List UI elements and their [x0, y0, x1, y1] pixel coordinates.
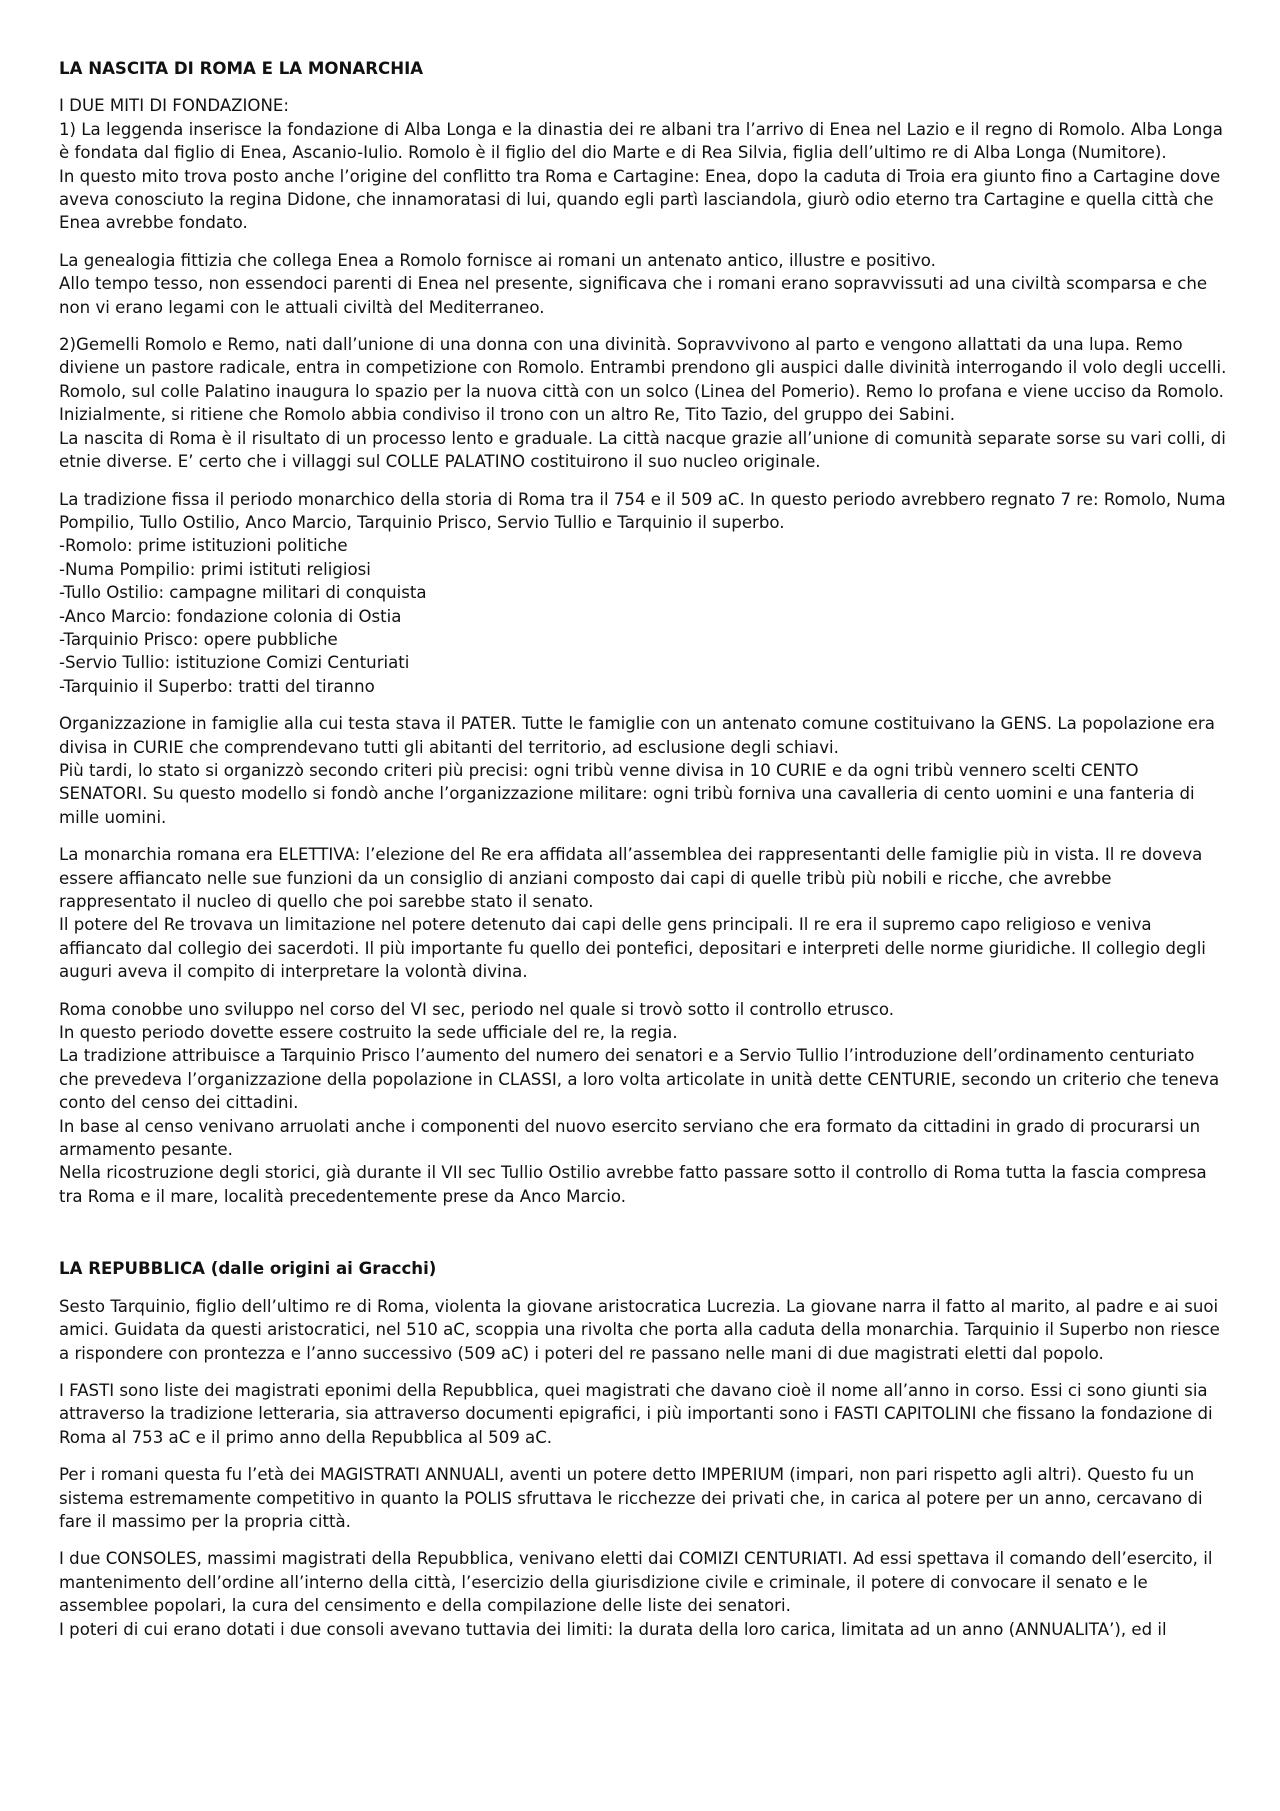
list-item: -Anco Marcio: fondazione colonia di Ostia [59, 606, 402, 626]
text-line: I poteri di cui erano dotati i due consoli avevano tuttavia dei limiti: la durata della loro carica, limitata ad un anno (ANNUALITA’), ed il [59, 1619, 1167, 1639]
text-line: Più tardi, lo stato si organizzò secondo criteri più precisi: ogni tribù venne divisa in 10 CURIE e da ogni tribù vennero scelti CENTO SENATORI. Su questo modello si fondò anche l’organizzazione militare: ogni tribù forniva una cavalleria di cento uomini e una fanteria di mille uomini. [59, 760, 1195, 827]
text-line: 1) La leggenda inserisce la fondazione di Alba Longa e la dinastia dei re albani tra l’arrivo di Enea nel Lazio e il regno di Romolo. Alba Longa è fondata dal figlio di Enea, Ascanio-Iulio. Romolo è il figlio del dio Marte e di Rea Silvia, figlia dell’ultimo re di Alba Longa (Numitore). [59, 119, 1223, 163]
text-line: La genealogia fittizia che collega Enea a Romolo fornisce ai romani un antenato antico, illustre e positivo. [59, 250, 936, 270]
text-line: La tradizione fissa il periodo monarchico della storia di Roma tra il 754 e il 509 aC. In questo periodo avrebbero regnato 7 re: Romolo, Numa Pompilio, Tullo Ostilio, Anco Marcio, Tarquinio Prisco, Servio Tullio e Tarquinio il superbo. [59, 489, 1226, 532]
text-line: In questo mito trova posto anche l’origine del conflitto tra Roma e Cartagine: Enea, dopo la caduta di Troia era giunto fino a Cartagine dove aveva conosciuto la regina Didone, che innamoratasi di lui, quando egli partì lasciandola, giurò odio eterno tra Cartagine e quella città che Enea avrebbe fondato. [59, 166, 1221, 233]
paragraph [59, 94, 1229, 234]
paragraph [59, 1547, 1229, 1641]
paragraph [59, 249, 1229, 319]
text-line: La nascita di Roma è il risultato di un processo lento e graduale. La città nacque grazie all’unione di comunità separate sorse su vari colli, di etnie diverse. E’ certo che i villaggi sul COLLE PALATINO costituirono il suo nucleo originale. [59, 428, 1226, 472]
paragraph [59, 712, 1229, 829]
list-item: -Tarquinio il Superbo: tratti del tiranno [59, 676, 375, 696]
list-item: -Servio Tullio: istituzione Comizi Centuriati [59, 653, 410, 673]
text-line: Organizzazione in famiglie alla cui testa stava il PATER. Tutte le famiglie con un antenato comune costituivano la GENS. La popolazione era divisa in CURIE che comprendevano tutti gli abitanti del territorio, ad esclusione degli schiavi. [59, 714, 1215, 757]
paragraph [59, 1295, 1229, 1365]
text-line: La tradizione attribuisce a Tarquinio Prisco l’aumento del numero dei senatori e a Servio Tullio l’introduzione dell’ordinamento centuriato che prevedeva l’organizzazione della popolazione in CLASSI, a loro volta articolate in unità dette CENTURIE, secondo un criterio che teneva conto del censo dei cittadini. [59, 1046, 1220, 1113]
section-monarchia [59, 57, 1229, 1208]
section-title: LA NASCITA DI ROMA E LA MONARCHIA [59, 59, 424, 78]
list-item: -Romolo: prime istituzioni politiche [59, 536, 348, 556]
text-line: Sesto Tarquinio, figlio dell’ultimo re di Roma, violenta la giovane aristocratica Lucrezia. La giovane narra il fatto al marito, al padre e ai suoi amici. Guidata da questi aristocratici, nel 510 aC, scoppia una rivolta che porta alla caduta della monarchia. Tarquinio il Superbo non riesce a rispondere con prontezza e l’anno successivo (509 aC) i poteri del re passano nelle mani di due magistrati eletti dal popolo. [59, 1296, 1220, 1363]
paragraph [59, 1379, 1229, 1449]
paragraph [59, 998, 1229, 1209]
text-line: Nella ricostruzione degli storici, già durante il VII sec Tullio Ostilio avrebbe fatto passare sotto il controllo di Roma tutta la fascia compresa tra Roma e il mare, località precedentemente prese da Anco Marcio. [59, 1163, 1207, 1206]
paragraph [59, 488, 1229, 699]
paragraph [59, 843, 1229, 983]
text-line: Roma conobbe uno sviluppo nel corso del VI sec, periodo nel quale si trovò sotto il controllo etrusco. [59, 999, 895, 1019]
text-line: Per i romani questa fu l’età dei MAGISTRATI ANNUALI, aventi un potere detto IMPERIUM (impari, non pari rispetto agli altri). Questo fu un sistema estremamente competitivo in quanto la POLIS sfruttava le ricchezze dei privati che, in carica al potere per un anno, cercavano di fare il massimo per la propria città. [59, 1465, 1203, 1531]
text-line: 2)Gemelli Romolo e Remo, nati dall’unione di una donna con una divinità. Sopravvivono al parto e vengono allattati da una lupa. Remo diviene un pastore radicale, entra in competizione con Romolo. Entrambi prendono gli auspici dalle divinità interrogando il volo degli uccelli. Romolo, sul colle Palatino inaugura lo spazio per la nuova città con un solco (Linea del Pomerio). Remo lo profana e viene ucciso da Romolo. [59, 335, 1227, 401]
list-item: -Numa Pompilio: primi istituti religiosi [59, 559, 371, 579]
section-title: LA REPUBBLICA (dalle origini ai Gracchi) [59, 1259, 437, 1279]
text-line: In base al censo venivano arruolati anche i componenti del nuovo esercito serviano che era formato da cittadini in grado di procurarsi un armamento pesante. [59, 1116, 1201, 1160]
paragraph [59, 333, 1229, 473]
document-page [59, 57, 1229, 1655]
list-item: -Tarquinio Prisco: opere pubbliche [59, 629, 338, 649]
text-line: In questo periodo dovette essere costruito la sede ufficiale del re, la regia. [59, 1023, 678, 1043]
text-line: I due CONSOLES, massimi magistrati della Repubblica, venivano eletti dai COMIZI CENTURIATI. Ad essi spettava il comando dell’esercito, il mantenimento dell’ordine all’interno della città, l’esercizio della giurisdizione civile e criminale, il potere di convocare il senato e le assemblee popolari, la cura del censimento e della compilazione delle liste dei senatori. [59, 1549, 1213, 1616]
text-line: Inizialmente, si ritiene che Romolo abbia condiviso il trono con un altro Re, Tito Tazio, del gruppo dei Sabini. [59, 405, 955, 425]
paragraph [59, 1463, 1229, 1533]
section-repubblica [59, 1257, 1229, 1641]
text-line: Il potere del Re trovava un limitazione nel potere detenuto dai capi delle gens principali. Il re era il supremo capo religioso e veniva affiancato dal collegio dei sacerdoti. Il più importante fu quello dei pontefici, depositari e interpreti delle norme giuridiche. Il collegio degli auguri aveva il compito di interpretare la volontà divina. [59, 915, 1206, 982]
text-line: Allo tempo tesso, non essendoci parenti di Enea nel presente, significava che i romani erano sopravvissuti ad una civiltà scomparsa e che non vi erano legami con le attuali civiltà del Mediterraneo. [59, 274, 1208, 317]
list-item: -Tullo Ostilio: campagne militari di conquista [59, 583, 427, 603]
text-line: I DUE MITI DI FONDAZIONE: [59, 96, 289, 116]
text-line: La monarchia romana era ELETTIVA: l’elezione del Re era affidata all’assemblea dei rappresentanti delle famiglie più in vista. Il re doveva essere affiancato nelle sue funzioni da un consiglio di anziani composto dai capi di quelle tribù più nobili e ricche, che avrebbe rappresentato il nucleo di quello che poi sarebbe stato il senato. [59, 845, 1203, 911]
text-line: I FASTI sono liste dei magistrati eponimi della Repubblica, quei magistrati che davano cioè il nome all’anno in corso. Essi ci sono giunti sia attraverso la tradizione letteraria, sia attraverso documenti epigrafici, i più importanti sono i FASTI CAPITOLINI che fissano la fondazione di Roma al 753 aC e il primo anno della Repubblica al 509 aC. [59, 1380, 1213, 1447]
